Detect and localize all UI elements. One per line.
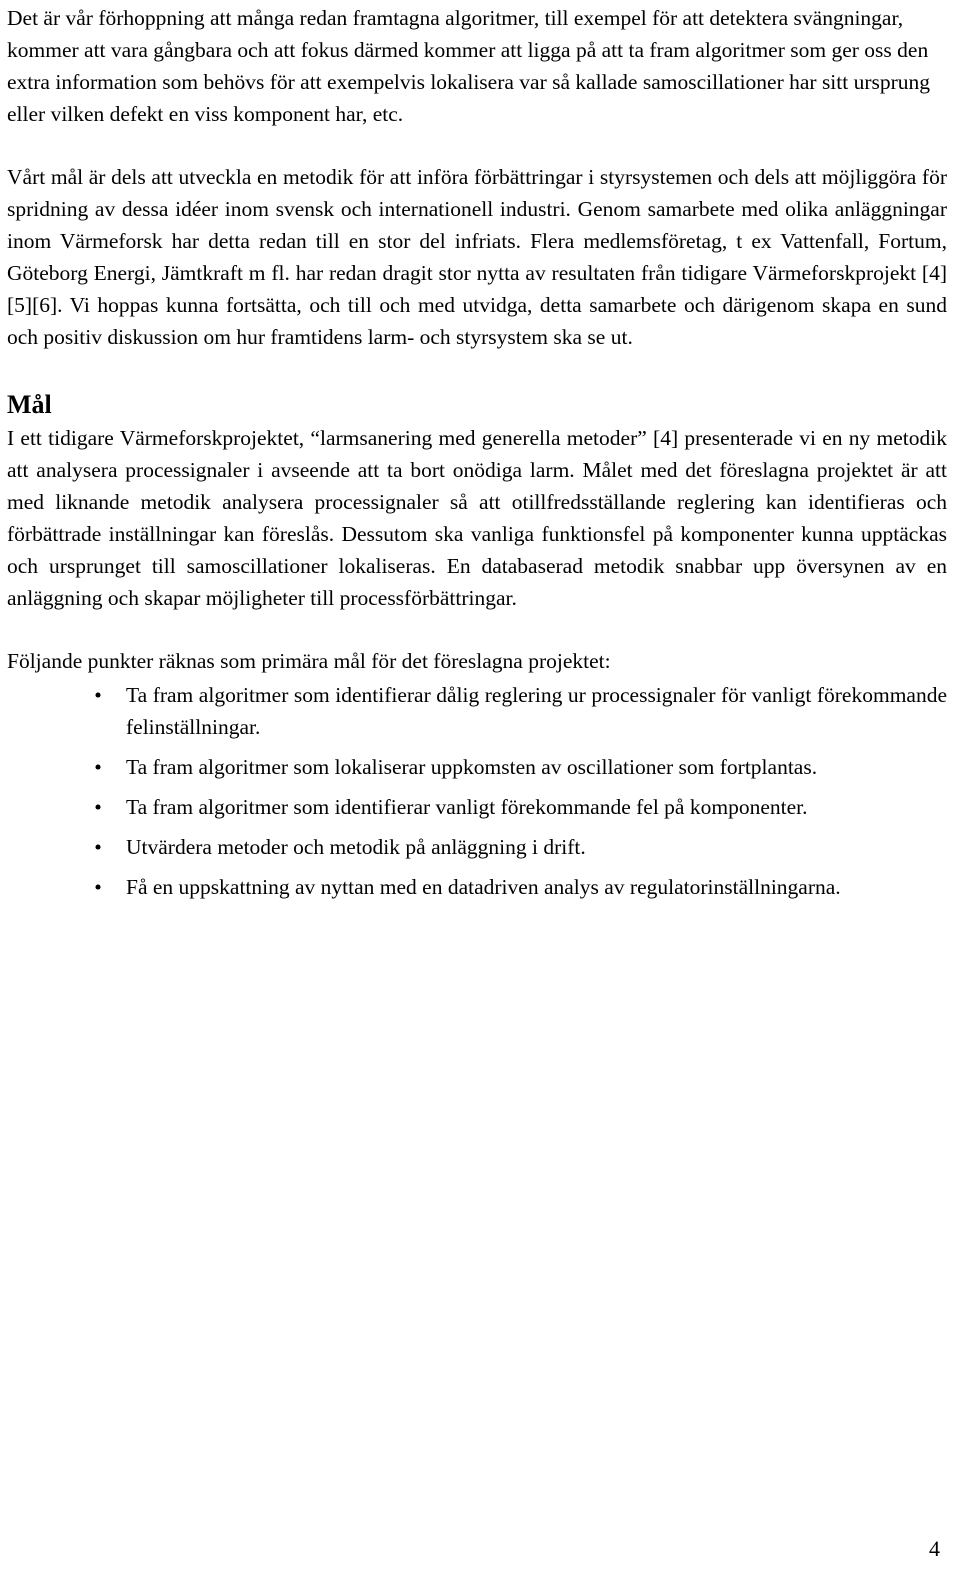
bullet-icon: • <box>94 875 102 899</box>
page-number: 4 <box>929 1536 940 1561</box>
list-item <box>7 871 947 903</box>
bullet-icon: • <box>94 755 102 779</box>
goal-paragraph: I ett tidigare Värmeforskprojektet, “larmsanering med generella metoder” [4] presenterade vi en ny metodik att analysera processignaler i avseende att ta bort onödiga larm. Målet med det föreslagna projektet är att med liknande metodik analysera processignaler så att otillfredsställande reglering kan identifieras och förbättrade inställningar kan föreslås. Dessutom ska vanliga funktionsfel på komponenter kunna upptäckas och ursprunget till samoscillationer lokaliseras. En databaserad metodik snabbar upp översynen av en anläggning och skapar möjligheter till processförbättringar. <box>7 426 947 610</box>
intro-paragraph: Det är vår förhoppning att många redan framtagna algoritmer, till exempel för att detektera svängningar, kommer att vara gångbara och att fokus därmed kommer att ligga på att ta fram algoritmer som ger oss den extra information som behövs för att exempelvis lokalisera var så kallade samoscillationer har sitt ursprung eller vilken defekt en viss komponent har, etc. <box>7 6 931 126</box>
section-heading-mal: Mål <box>7 390 52 419</box>
bullet-text: Utvärdera metoder och metodik på anläggning i drift. <box>126 835 586 859</box>
bullet-icon: • <box>94 835 102 859</box>
list-intro: Följande punkter räknas som primära mål för det föreslagna projektet: <box>7 649 611 673</box>
aim-paragraph: Vårt mål är dels att utveckla en metodik för att införa förbättringar i styrsystemen och dels att möjliggöra för spridning av dessa idéer inom svensk och internationell industri. Genom samarbete med olika anläggningar inom Värmeforsk har detta redan till en stor del infriats. Flera medlemsföretag, t ex Vattenfall, Fortum, Göteborg Energi, Jämtkraft m fl. har redan dragit stor nytta av resultaten från tidigare Värmeforskprojekt [4][5][6]. Vi hoppas kunna fortsätta, och till och med utvidga, detta samarbete och därigenom skapa en sund och positiv diskussion om hur framtidens larm- och styrsystem ska se ut. <box>7 165 947 349</box>
bullet-text: Ta fram algoritmer som lokaliserar uppkomsten av oscillationer som fortplantas. <box>126 755 818 779</box>
list-item <box>7 751 947 783</box>
list-item <box>7 679 947 743</box>
list-item <box>7 791 947 823</box>
bullet-text: Få en uppskattning av nyttan med en datadriven analys av regulatorinställningarna. <box>126 875 841 899</box>
bullet-icon: • <box>94 795 102 819</box>
bullet-text: Ta fram algoritmer som identifierar vanligt förekommande fel på komponenter. <box>126 795 808 819</box>
bullet-text: Ta fram algoritmer som identifierar dålig reglering ur processignaler för vanligt förekommande felinställningar. <box>126 683 947 739</box>
bullet-icon: • <box>94 683 102 707</box>
list-item <box>7 831 947 863</box>
goal-bullet-list <box>7 679 947 903</box>
